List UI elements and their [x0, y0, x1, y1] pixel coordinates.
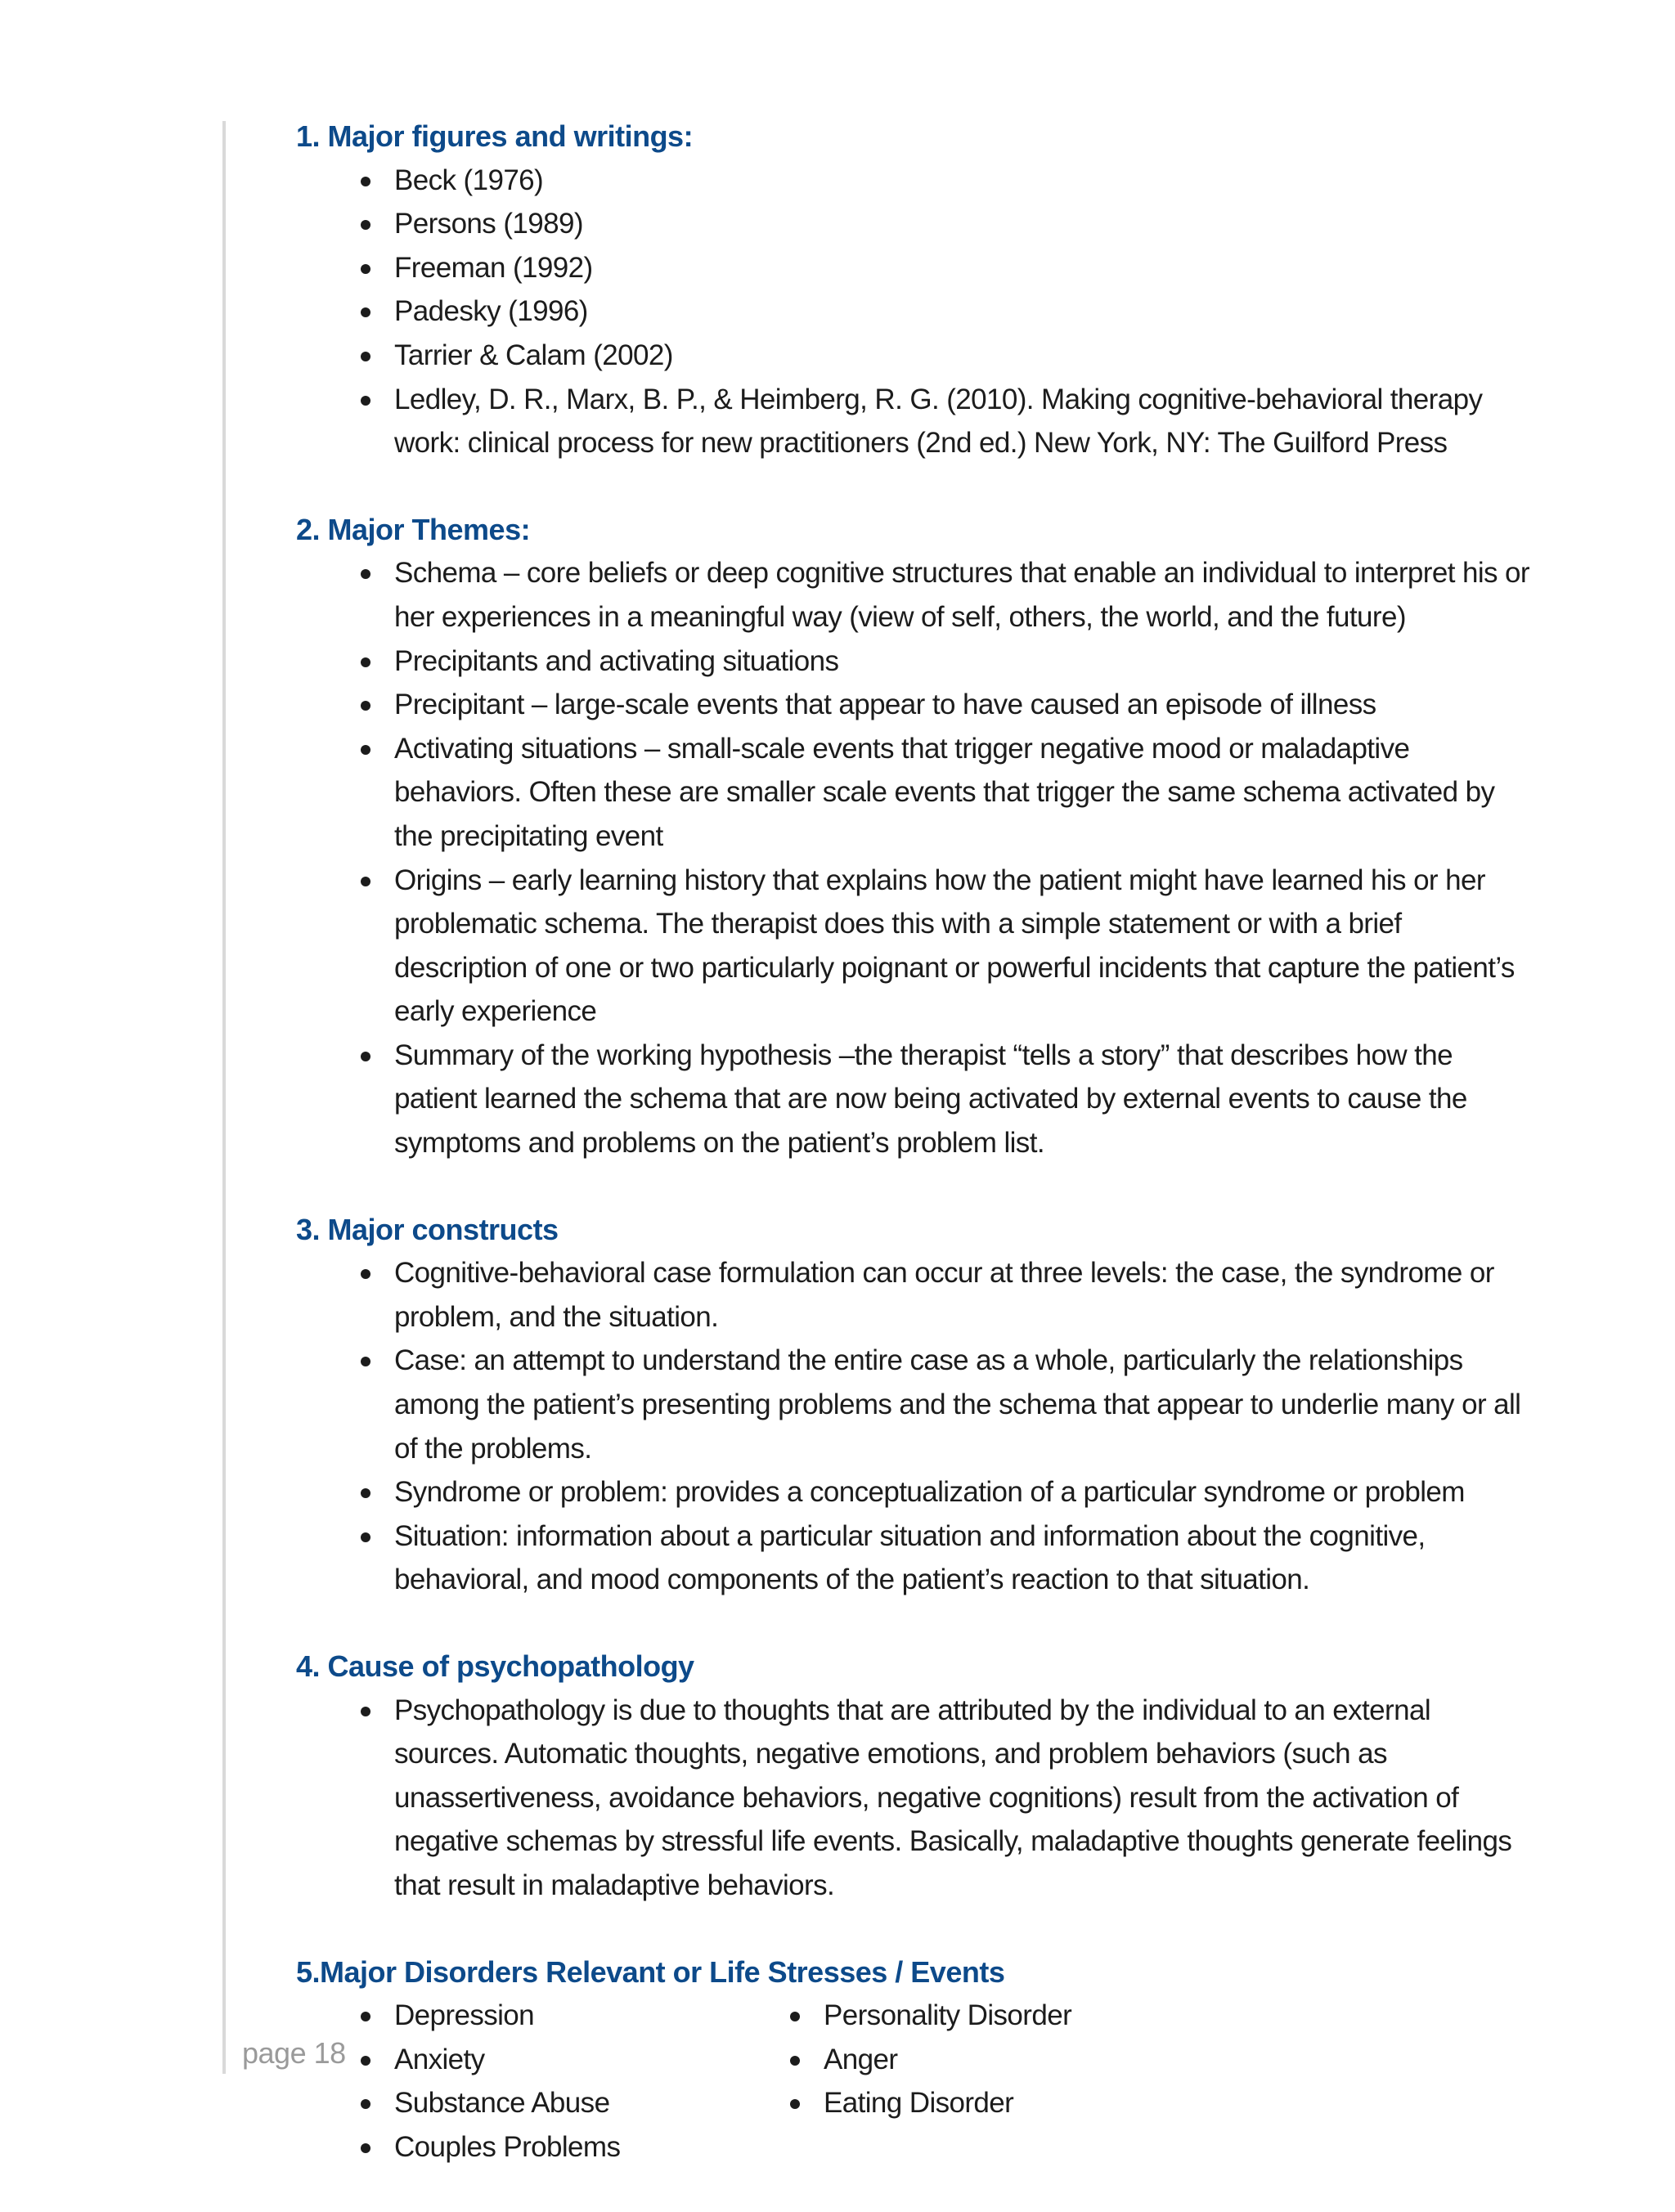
section-heading: 1. Major figures and writings: — [296, 119, 694, 153]
list-item-text: Substance Abuse — [394, 2087, 610, 2120]
list-item-text: Couples Problems — [394, 2130, 621, 2163]
list-item — [296, 378, 1539, 465]
list-item — [725, 2038, 1216, 2082]
list-item — [296, 1339, 1539, 1470]
document-body — [296, 114, 1539, 2212]
list-item — [296, 289, 1539, 334]
list-item — [296, 1034, 1539, 1165]
list-item-text: Personality Disorder — [824, 1999, 1072, 2032]
list-item-text: Precipitants and activating situations — [394, 644, 839, 677]
list-item — [296, 2038, 725, 2082]
bullet-icon — [790, 2056, 800, 2066]
list-item-text: Case: an attempt to understand the entire case as a whole, particularly the relationships among the patient’s presenting problems and the schema that appear to underlie many or all of the problems. — [394, 1344, 1521, 1465]
bullet-list — [296, 551, 1539, 1164]
list-item-text: Anxiety — [394, 2043, 485, 2075]
bullet-icon — [361, 1269, 370, 1279]
list-item-text: Freeman (1992) — [394, 251, 593, 284]
list-item-text: Tarrier & Calam (2002) — [394, 339, 673, 371]
list-item-text: Syndrome or problem: provides a conceptualization of a particular syndrome or problem — [394, 1476, 1465, 1509]
list-item-text: Beck (1976) — [394, 164, 544, 196]
list-item-text: Origins – early learning history that explains how the patient might have learned his or her problematic schema. The therapist does this with a simple statement or with a brief description of one or two particularly poignant or powerful incidents that capture the patient’s early experience — [394, 864, 1515, 1028]
bullet-icon — [361, 745, 370, 755]
bullet-list — [296, 159, 1539, 465]
list-item — [296, 1994, 725, 2038]
list-item — [296, 551, 1539, 639]
list-item — [296, 159, 1539, 203]
list-item — [296, 202, 1539, 246]
list-item — [296, 246, 1539, 290]
bullet-icon — [361, 264, 370, 274]
bullet-icon — [361, 2143, 370, 2153]
bullet-icon — [790, 2012, 800, 2021]
section-heading: 2. Major Themes: — [296, 512, 531, 546]
bullet-icon — [361, 657, 370, 667]
bullet-icon — [361, 2099, 370, 2109]
bullet-icon — [361, 1357, 370, 1366]
list-item — [725, 1994, 1216, 2038]
bullet-icon — [361, 2012, 370, 2021]
list-item — [296, 1470, 1539, 1514]
bullet-icon — [361, 1052, 370, 1061]
bullet-list-right — [725, 1994, 1216, 2169]
margin-rule — [222, 121, 226, 2074]
section-heading: 3. Major constructs — [296, 1212, 559, 1246]
list-item — [296, 1251, 1539, 1339]
list-item — [725, 2081, 1216, 2125]
list-item — [296, 2081, 725, 2125]
list-item-text: Depression — [394, 1999, 535, 2032]
list-item — [296, 683, 1539, 727]
page-number: page 18 — [242, 2036, 346, 2070]
list-item — [296, 1689, 1539, 1908]
list-item — [296, 1514, 1539, 1602]
list-item-text: Activating situations – small-scale events that trigger negative mood or maladaptive behaviors. Often these are smaller scale events that trigger the same schema activated by the precipitating event — [394, 732, 1495, 852]
list-item — [296, 334, 1539, 378]
bullet-icon — [361, 220, 370, 230]
section-major-disorders — [296, 1950, 1539, 2169]
bullet-icon — [361, 1488, 370, 1498]
list-item-text: Psychopathology is due to thoughts that are attributed by the individual to an external sources. Automatic thoughts, negative emotions, and problem behaviors (such as unassertiveness, avoidance behaviors, negative cognitions) result from the activation of negative schemas by stressful life events. Basically, maladaptive thoughts generate feelings that result in maladaptive behaviors. — [394, 1694, 1512, 1901]
disorder-columns — [296, 1994, 1539, 2169]
list-item-text: Schema – core beliefs or deep cognitive structures that enable an individual to interpret his or her experiences in a meaningful way (view of self, others, the world, and the future) — [394, 557, 1529, 633]
bullet-icon — [361, 307, 370, 317]
section-major-figures — [296, 114, 1539, 465]
list-item — [296, 727, 1539, 859]
list-item — [296, 859, 1539, 1034]
list-item-text: Ledley, D. R., Marx, B. P., & Heimberg, R. G. (2010). Making cognitive-behavioral therapy work: clinical process for new practitioners (2nd ed.) New York, NY: The Guilford Press — [394, 383, 1483, 460]
section-heading: 5.Major Disorders Relevant or Life Stresses / Events — [296, 1954, 1005, 1989]
bullet-icon — [361, 569, 370, 579]
bullet-icon — [361, 1532, 370, 1542]
bullet-icon — [361, 877, 370, 886]
list-item-text: Summary of the working hypothesis –the therapist “tells a story” that describes how the patient learned the schema that are now being activated by external events to cause the symptoms and problems on the patient’s problem list. — [394, 1039, 1467, 1160]
bullet-icon — [361, 177, 370, 186]
bullet-icon — [361, 701, 370, 711]
list-item-text: Padesky (1996) — [394, 295, 588, 328]
bullet-list-left — [296, 1994, 725, 2169]
bullet-list — [296, 1689, 1539, 1908]
bullet-list — [296, 1251, 1539, 1602]
section-heading: 4. Cause of psychopathology — [296, 1649, 694, 1683]
section-major-themes — [296, 508, 1539, 1165]
list-item — [296, 639, 1539, 684]
list-item-text: Eating Disorder — [824, 2087, 1014, 2120]
bullet-icon — [361, 352, 370, 361]
list-item-text: Precipitant – large-scale events that appear to have caused an episode of illness — [394, 689, 1376, 721]
list-item — [296, 2125, 725, 2169]
bullet-icon — [361, 2056, 370, 2066]
list-item-text: Persons (1989) — [394, 208, 583, 240]
bullet-icon — [361, 1707, 370, 1716]
list-item-text: Cognitive-behavioral case formulation can occur at three levels: the case, the syndrome or problem, and the situation. — [394, 1257, 1494, 1333]
section-major-constructs — [296, 1208, 1539, 1602]
bullet-icon — [361, 396, 370, 406]
bullet-icon — [790, 2099, 800, 2109]
list-item-text: Situation: information about a particular situation and information about the cognitive, behavioral, and mood components of the patient’s reaction to that situation. — [394, 1519, 1426, 1596]
section-cause-of-psychopathology — [296, 1644, 1539, 1908]
list-item-text: Anger — [824, 2043, 898, 2075]
